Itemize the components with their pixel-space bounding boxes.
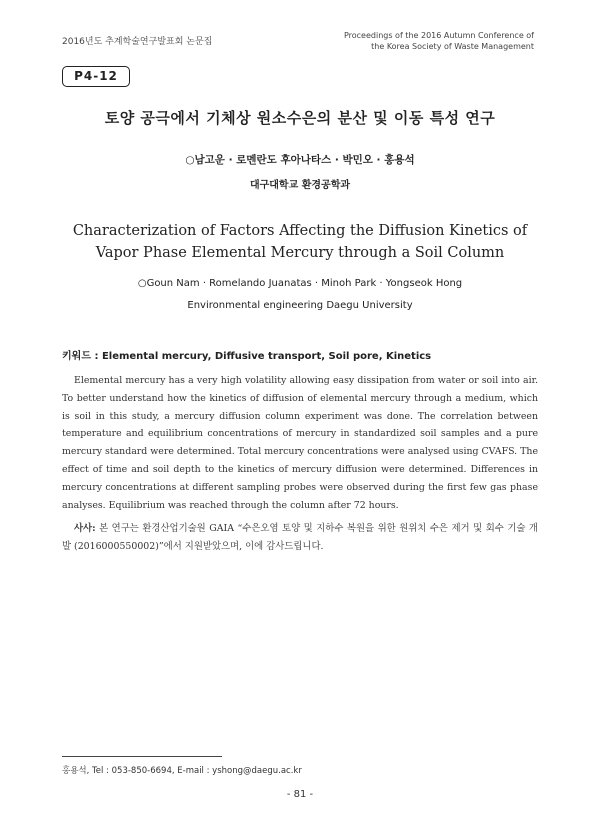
running-header-right-line2: the Korea Society of Waste Management (371, 42, 534, 51)
acknowledgement-label: 사사: (74, 523, 96, 534)
acknowledgement (62, 520, 538, 556)
english-authors: ○Goun Nam · Romelando Juanatas · Minoh Park · Yongseok Hong (137, 278, 463, 289)
english-title-line1: Characterization of Factors Affecting the Diffusion Kinetics of (72, 223, 528, 239)
corresponding-author-footnote: 홍용석, Tel : 053-850-6694, E-mail : yshong@daegu.ac.kr (62, 766, 302, 776)
acknowledgement-text: 본 연구는 환경산업기술원 GAIA “수은오염 토양 및 지하수 복원을 위한 원위치 수은 제거 및 회수 기술 개발 (2016000550002)”에서 지원받았으며, 이에 감사드립니다. (62, 523, 538, 552)
abstract-body: Elemental mercury has a very high volatility allowing easy dissipation from water or soil into air. To better understand how the kinetics of diffusion of elemental mercury through a medium, which is soil in this study, a mercury diffusion column experiment was done. The correlation between temperature and equilibrium concentrations of mercury in standardized soil samples and a pure mercury standard were determined. Total mercury concentrations were analysed using CVAFS. The effect of time and soil depth to the kinetics of mercury diffusion were determined. Differences in mercury concentrations at different sampling probes were observed during the first few gas phase analyses. Equilibrium was reached through the column after 72 hours. (62, 375, 538, 511)
english-title-line2: Vapor Phase Elemental Mercury through a Soil Column (95, 245, 505, 261)
running-header-right (274, 30, 534, 52)
korean-title: 토양 공극에서 기체상 원소수은의 분산 및 이동 특성 연구 (104, 109, 496, 127)
footnote-divider (62, 756, 222, 757)
running-header-left: 2016년도 추계학술연구발표회 논문집 (62, 37, 213, 47)
page-number: - 81 - (286, 789, 314, 800)
running-header-right-line1: Proceedings of the 2016 Autumn Conference of (343, 31, 534, 40)
english-title (0, 220, 600, 264)
korean-affiliation: 대구대학교 환경공학과 (249, 180, 351, 191)
paper-id-badge: P4-12 (62, 66, 130, 87)
korean-authors: ○남고운 · 로멘란도 후아나타스 · 박민오 · 홍용석 (185, 154, 415, 166)
keywords: 키워드 : Elemental mercury, Diffusive transport, Soil pore, Kinetics (62, 351, 432, 362)
english-affiliation: Environmental engineering Daegu University (187, 300, 413, 311)
